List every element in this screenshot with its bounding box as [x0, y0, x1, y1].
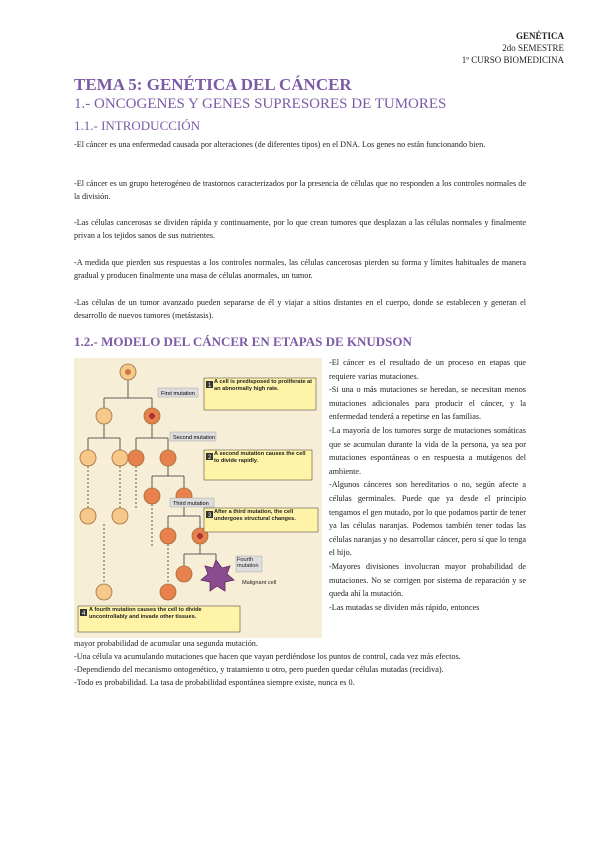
cell-normal	[80, 508, 96, 524]
right-paragraph: -Las mutadas se dividen más rápido, entonces	[329, 602, 480, 612]
cell-mutant2	[160, 450, 176, 466]
step-3-number: 3	[208, 513, 212, 519]
cell-mutant	[160, 584, 176, 600]
malignant-cell	[201, 560, 234, 591]
header-semester: 2do SEMESTRE	[502, 43, 564, 53]
cell-mutant	[128, 450, 144, 466]
cell-normal	[112, 508, 128, 524]
intro-paragraph-2: -El cáncer es un grupo heterogéneo de trastornos caracterizados por la presencia de células que no responden a los controles normales de la división.	[74, 179, 526, 201]
cell-normal	[112, 450, 128, 466]
intro-paragraph-1: -El cáncer es una enfermedad causada por alteraciones (de diferentes tipos) en el DNA. Los genes no están funcionando bien.	[74, 140, 486, 149]
step-4-caption: A fourth mutation causes the cell to divide uncontrollably and invade other tissues.	[89, 607, 202, 620]
bottom-paragraph: -Una célula va acumulando mutaciones que hacen que vayan perdiéndose los puntos de control, cada vez más efectos.	[74, 652, 461, 661]
bottom-paragraph: -Dependiendo del mecanismo ontogenético, y tratamiento u otro, pero pueden quedar células mutadas (recidiva).	[74, 665, 444, 674]
right-paragraph: -Si una o más mutaciones se heredan, se necesitan menos mutaciones adicionales para producir el cáncer, y la enfermedad tenderá a repetirse en las familias.	[329, 385, 526, 422]
intro-paragraph-4: -A medida que pierden sus respuestas a los controles normales, las células cancerosas pierden su forma y límites habituales de manera gradual y producen finalmente una masa de células anormales, un tumor.	[74, 258, 526, 280]
step-4-number: 4	[82, 611, 86, 617]
intro-paragraph-3: -Las células cancerosas se dividen rápida y continuamente, por lo que crean tumores que desplazan a las células normales y finalmente privan a los tejidos sanos de sus nutrientes.	[74, 218, 526, 240]
header-course: 1º CURSO BIOMEDICINA	[461, 55, 564, 65]
knudson-model-figure	[74, 358, 322, 638]
intro-paragraph-5: -Las células de un tumor avanzado pueden separarse de él y viajar a sitios distantes en el cuerpo, donde se establecen y generan el desarrollo de nuevos tumores (metástasis).	[74, 298, 526, 320]
malignant-cell-label: Malignant cell	[242, 580, 277, 586]
bottom-text	[74, 637, 526, 689]
knudson-diagram	[74, 358, 322, 638]
cell-mutant	[160, 528, 176, 544]
header-subject: GENÉTICA	[515, 31, 564, 41]
first-mutation-label: First mutation	[161, 391, 195, 397]
cell-mutant	[144, 488, 160, 504]
right-paragraph: -El cáncer es el resultado de un proceso en etapas que requiere varias mutaciones.	[329, 358, 526, 381]
right-paragraph: -La mayoría de los tumores surge de mutaciones somáticas que se acumulan durante la vida de la persona, ya sea por mutaciones espontáneas o en respuesta a mutágenos del ambiente.	[329, 425, 526, 476]
cell-normal	[96, 584, 112, 600]
right-paragraph: -Mayores divisiones involucran mayor probabilidad de mutaciones. No se corrigen por sistema de reparación y se queda ahí la mutación.	[329, 561, 526, 599]
right-column-text	[329, 356, 526, 614]
third-mutation-label: Third mutation	[173, 501, 209, 507]
cell-normal	[96, 408, 112, 424]
step-2-number: 2	[208, 455, 212, 461]
section-heading-1-1: 1.1.- INTRODUCCIÓN	[74, 118, 201, 133]
cell-normal	[80, 450, 96, 466]
step-1-caption: A cell is predisposed to proliferate at an abnormally high rate.	[214, 379, 313, 392]
bottom-paragraph: -Todo es probabilidad. La tasa de probabilidad espontánea siempre existe, nunca es 0.	[74, 678, 355, 687]
cell-mutant3	[176, 566, 192, 582]
bottom-paragraph: mayor probabilidad de acumular una segunda mutación.	[74, 639, 258, 648]
section-heading-1-2: 1.2.- MODELO DEL CÁNCER EN ETAPAS DE KNUDSON	[74, 334, 412, 349]
right-paragraph: -Algunos cánceres son hereditarios o no, según afecte a células germinales. Puede que ya desde el principio tengamos el gen mutado, por lo que podamos partir de tener ya las células naranjas. Podemos también tener todas las células naranjas y no desarrollar cáncer, pero sí que lo tenga el hijo.	[329, 480, 526, 558]
page-title: TEMA 5: GENÉTICA DEL CÁNCER	[74, 75, 352, 94]
step-1-number: 1	[208, 383, 212, 389]
second-mutation-label: Second mutation	[173, 435, 215, 441]
step-3-caption: After a third mutation, the cell undergoes structural changes.	[214, 509, 296, 522]
fourth-mutation-label: Fourth mutation	[237, 557, 259, 569]
page-header	[462, 30, 564, 66]
step-2-caption: A second mutation causes the cell to divide rapidly.	[214, 451, 306, 464]
section-heading-1: 1.- ONCOGENES Y GENES SUPRESORES DE TUMORES	[74, 96, 447, 112]
